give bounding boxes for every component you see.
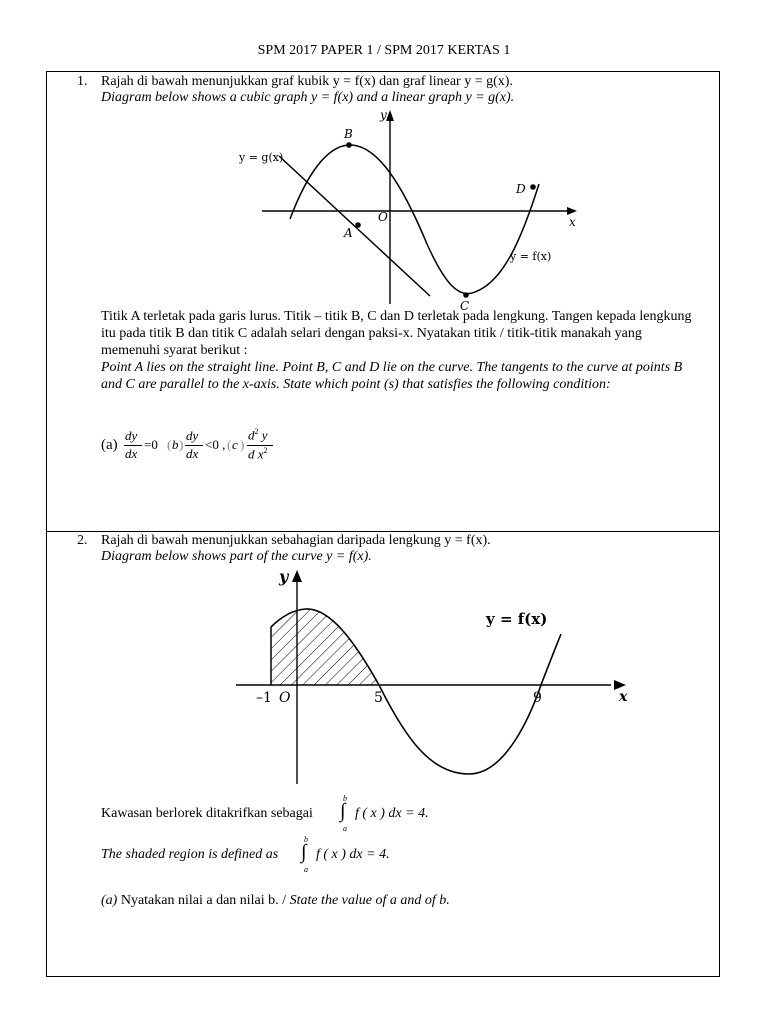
x-axis-arrow-icon	[567, 207, 577, 215]
question-number: 2.	[77, 533, 88, 548]
integral-definition-malay: Kawasan berlorek ditakrifkan sebagai b ∫ a f ( x ) dx = 4.	[101, 794, 429, 833]
integral-sign-icon: ∫	[340, 800, 346, 822]
dx-denominator-2: dx	[186, 446, 199, 461]
page-title: SPM 2017 PAPER 1 / SPM 2017 KERTAS 1	[257, 43, 511, 58]
question-1-box	[46, 71, 720, 532]
straight-line	[279, 156, 430, 296]
curve-label: y = f(x)	[486, 610, 548, 628]
point-d-label: D	[516, 182, 526, 196]
intro-english: Diagram below shows part of the curve y = f(x).	[101, 549, 372, 564]
d2y-numerator: $d^2$ y	[248, 427, 268, 443]
integral-sign-icon: ∫	[301, 841, 307, 863]
less-than-zero: <0 ,	[205, 437, 226, 452]
tick-minus-1: –1	[256, 690, 272, 706]
point-a-label: A	[344, 226, 353, 240]
question-number: 1.	[77, 74, 88, 89]
intro-malay: Rajah di bawah menunjukkan sebahagian daripada lengkung y = f(x).	[101, 533, 491, 548]
cubic-graph-diagram	[227, 104, 587, 313]
y-axis-label: y	[380, 108, 387, 122]
condition-text-english: Point A lies on the straight line. Point B, C and D lie on the curve. The tangents to the curve at points B and C are parallel to the x-axis. State which point (s) that satisfies the following condition:	[101, 360, 683, 392]
line-label: y = g(x)	[239, 151, 284, 164]
point-c	[463, 292, 469, 298]
intro-malay: Rajah di bawah menunjukkan graf kubik y = f(x) dan graf linear y = g(x).	[101, 74, 513, 89]
dy-numerator-2: dy	[186, 428, 199, 443]
condition-text-malay: Titik A terletak pada garis lurus. Titik – titik B, C dan D terletak pada lengkung. Tangen kepada lengkung itu pada titik B dan titik C adalah selari dengan paksi-x. Nyatakan titik / titik-titik manakah yang memenuhi syarat berikut :	[101, 309, 692, 358]
part-a-expression: (a) dy dx =0 ( b ) dy dx <0 , ( c ) $d^2$ y d $x^2$	[101, 427, 361, 467]
question-2-box	[46, 531, 720, 977]
point-d	[530, 184, 536, 190]
y-axis-arrow-icon	[292, 570, 302, 582]
y-axis-label: y	[279, 567, 289, 586]
y-axis-arrow-icon	[386, 110, 394, 121]
tick-5: 5	[374, 690, 383, 706]
x-axis-label: x	[619, 689, 628, 705]
x-axis-label: x	[569, 215, 576, 229]
part-a-question: (a) Nyatakan nilai a dan nilai b. / State the value of a and of b.	[101, 893, 450, 908]
origin-label: O	[378, 210, 388, 224]
origin-label: O	[279, 690, 291, 706]
dx-denominator: dx	[125, 446, 138, 461]
cubic-curve	[290, 145, 539, 294]
point-a	[355, 222, 361, 228]
dx2-denominator: d $x^2$	[248, 446, 268, 462]
point-b	[346, 142, 352, 148]
intro-english: Diagram below shows a cubic graph y = f(x) and a linear graph y = g(x).	[101, 90, 515, 105]
equals-zero: =0	[144, 437, 158, 452]
dy-numerator: dy	[125, 428, 138, 443]
part-c-label: c	[232, 437, 238, 452]
curve-label: y = f(x)	[510, 250, 552, 263]
integral-definition-english: The shaded region is defined as b ∫ a f ( x ) dx = 4.	[101, 835, 390, 874]
tick-9: 9	[533, 690, 542, 706]
point-c-label: C	[460, 299, 470, 313]
curve-area-diagram	[231, 564, 628, 789]
part-a-label: (a)	[101, 437, 118, 453]
part-b-label: b	[172, 437, 179, 452]
point-b-label: B	[344, 127, 353, 141]
